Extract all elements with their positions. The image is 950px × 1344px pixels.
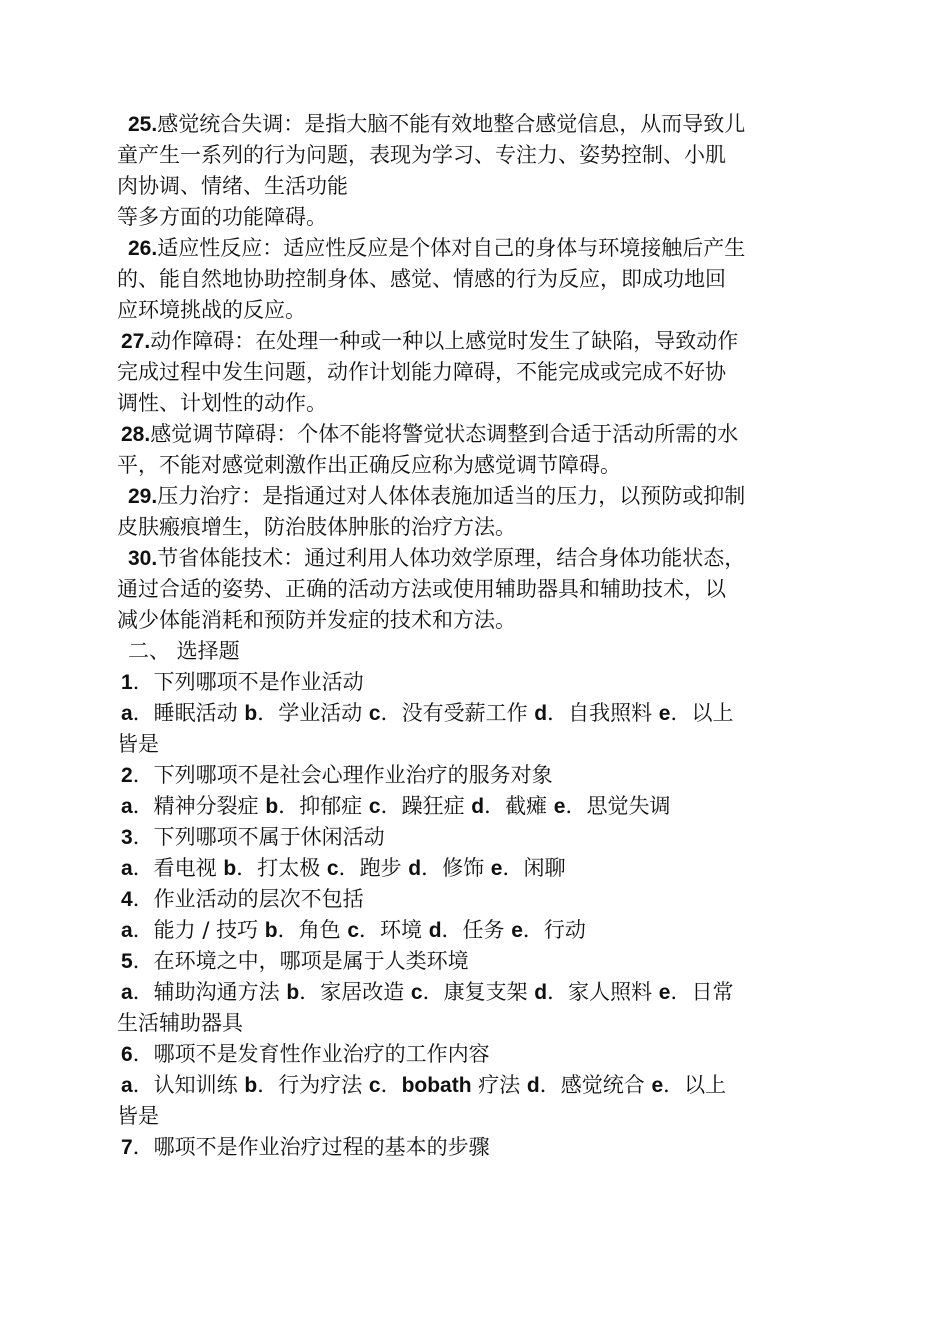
question-number: 7 [121,1136,133,1159]
definition-text: 平，不能对感觉刺激作出正确反应称为感觉调节障碍。 [117,453,621,477]
definition-28 [117,419,837,481]
option-text: ．辅助沟通方法 [132,980,287,1004]
option-text: ．角色 [277,918,348,942]
option-text: ．行为疗法 [257,1073,369,1097]
answer-options [117,915,837,946]
option-text: ．打太极 [236,856,327,880]
option-text: ．躁狂症 [380,794,472,818]
answer-options [117,977,837,1008]
definition-29 [117,481,837,543]
option-letter: b [244,702,258,725]
option-text: ．抑郁症 [278,794,369,818]
definition-number: 26. [128,237,158,260]
definition-text: 调性、计划性的动作。 [117,391,327,415]
option-text: ．学业活动 [257,701,369,725]
question-5 [117,946,837,1039]
definition-text: 等多方面的功能障碍。 [117,205,327,229]
option-text: ．家人照料 [547,980,659,1004]
answer-options [117,1070,837,1101]
definition-30 [117,543,837,636]
option-letter: d [471,795,485,818]
option-continuation: 生活辅助器具 [117,1011,243,1035]
option-letter: d [408,857,422,880]
question-number: 4 [121,888,133,911]
option-continuation: 皆是 [117,732,159,756]
option-text: ．思觉失调 [565,794,671,818]
question-text: ．在环境之中，哪项是属于人类环境 [132,949,469,973]
option-text: ．行动 [522,918,586,942]
definition-number: 25. [128,113,158,136]
answer-options [117,791,837,822]
option-text: ．任务 [441,918,512,942]
option-text: ．跑步 [338,856,409,880]
question-6 [117,1039,837,1132]
option-text: ．能力 / 技巧 [132,918,265,942]
option-text: ．看电视 [132,856,224,880]
definition-text: 感觉调节障碍：个体不能将警觉状态调整到合适于活动所需的水 [150,422,739,446]
question-7 [117,1132,837,1163]
option-text: ． [380,1073,402,1097]
definition-text: 通过合适的姿势、正确的活动方法或使用辅助器具和辅助技术，以 [117,577,726,601]
definition-text: 完成过程中发生问题，动作计划能力障碍，不能完成或完成不好协 [117,360,726,384]
option-letter: d [526,1074,540,1097]
option-text: ．家居改造 [299,980,411,1004]
question-text: ．下列哪项不是社会心理作业治疗的服务对象 [132,763,553,787]
option-letter: c [347,919,359,942]
option-text: ．环境 [359,918,429,942]
option-letter: a [121,981,133,1004]
definition-text: 动作障碍：在处理一种或一种以上感觉时发生了缺陷，导致动作 [150,329,739,353]
option-letter: d [428,919,442,942]
option-letter: c [368,795,381,818]
definition-text: 压力治疗：是指通过对人体体表施加适当的压力，以预防或抑制 [157,484,746,508]
option-letter: c [368,1074,381,1097]
option-letter: a [121,702,133,725]
option-letter: d [534,981,548,1004]
option-letter: e [658,702,671,725]
question-text: ．下列哪项不是作业活动 [132,670,364,694]
option-letter: a [121,919,133,942]
definition-text: 应环境挑战的反应。 [117,298,306,322]
option-text: ．以上 [670,701,734,725]
option-letter: b [286,981,300,1004]
question-text: ．作业活动的层次不包括 [132,887,364,911]
option-letter: e [658,981,671,1004]
section-heading: 二、 选择题 [128,639,240,663]
option-letter: a [121,795,133,818]
option-letter: d [534,702,548,725]
question-number: 5 [121,950,133,973]
option-text: ．自我照料 [547,701,659,725]
option-text: ．精神分裂症 [132,794,266,818]
option-letter: bobath [401,1074,472,1097]
option-letter: b [223,857,237,880]
option-letter: e [490,857,503,880]
definition-text: 适应性反应：适应性反应是个体对自己的身体与环境接触后产生 [157,236,746,260]
definition-text: 皮肤瘢痕增生，防治肢体肿胀的治疗方法。 [117,515,516,539]
option-letter: c [368,702,381,725]
option-letter: c [410,981,423,1004]
option-letter: b [265,795,279,818]
option-text: ．以上 [663,1073,727,1097]
question-1 [117,667,837,760]
definition-27 [117,326,837,419]
question-number: 1 [121,671,133,694]
answer-options [117,853,837,884]
document-page [117,109,837,1163]
definition-25 [117,109,837,233]
option-text: 疗法 [471,1073,527,1097]
question-text: ．哪项不是发育性作业治疗的工作内容 [132,1042,490,1066]
option-letter: e [553,795,566,818]
option-letter: a [121,1074,133,1097]
option-text: ．认知训练 [132,1073,245,1097]
option-continuation: 皆是 [117,1104,159,1128]
definition-text: 感觉统合失调：是指大脑不能有效地整合感觉信息，从而导致儿 [157,112,746,136]
definition-number: 29. [128,485,158,508]
definition-text: 童产生一系列的行为问题，表现为学习、专注力、姿势控制、小肌 [117,143,726,167]
definition-text: 减少体能消耗和预防并发症的技术和方法。 [117,608,516,632]
option-letter: e [511,919,523,942]
question-number: 6 [121,1043,133,1066]
definition-number: 28. [121,423,151,446]
option-text: ．日常 [670,980,734,1004]
definition-number: 30. [128,547,158,570]
answer-options [117,698,837,729]
option-text: ．闲聊 [502,856,566,880]
option-letter: e [651,1074,664,1097]
option-text: ．感觉统合 [539,1073,652,1097]
definition-text: 肉协调、情绪、生活功能 [117,174,348,198]
option-letter: b [264,919,278,942]
option-text: ．康复支架 [422,980,535,1004]
option-text: ．睡眠活动 [132,701,245,725]
question-text: ．哪项不是作业治疗过程的基本的步骤 [132,1135,490,1159]
option-text: ．截瘫 [484,794,554,818]
definition-text: 的、能自然地协助控制身体、感觉、情感的行为反应，即成功地回 [117,267,726,291]
question-2 [117,760,837,822]
option-letter: b [244,1074,258,1097]
option-text: ．没有受薪工作 [380,701,535,725]
question-4 [117,884,837,946]
definition-number: 27. [121,330,151,353]
question-text: ．下列哪项不属于休闲活动 [132,825,385,849]
option-letter: a [121,857,133,880]
question-number: 2 [121,764,133,787]
option-letter: c [326,857,339,880]
definition-26 [117,233,837,326]
question-3 [117,822,837,884]
definition-text: 节省体能技术：通过利用人体功效学原理，结合身体功能状态， [157,546,746,570]
question-number: 3 [121,826,133,849]
option-text: ．修饰 [421,856,491,880]
